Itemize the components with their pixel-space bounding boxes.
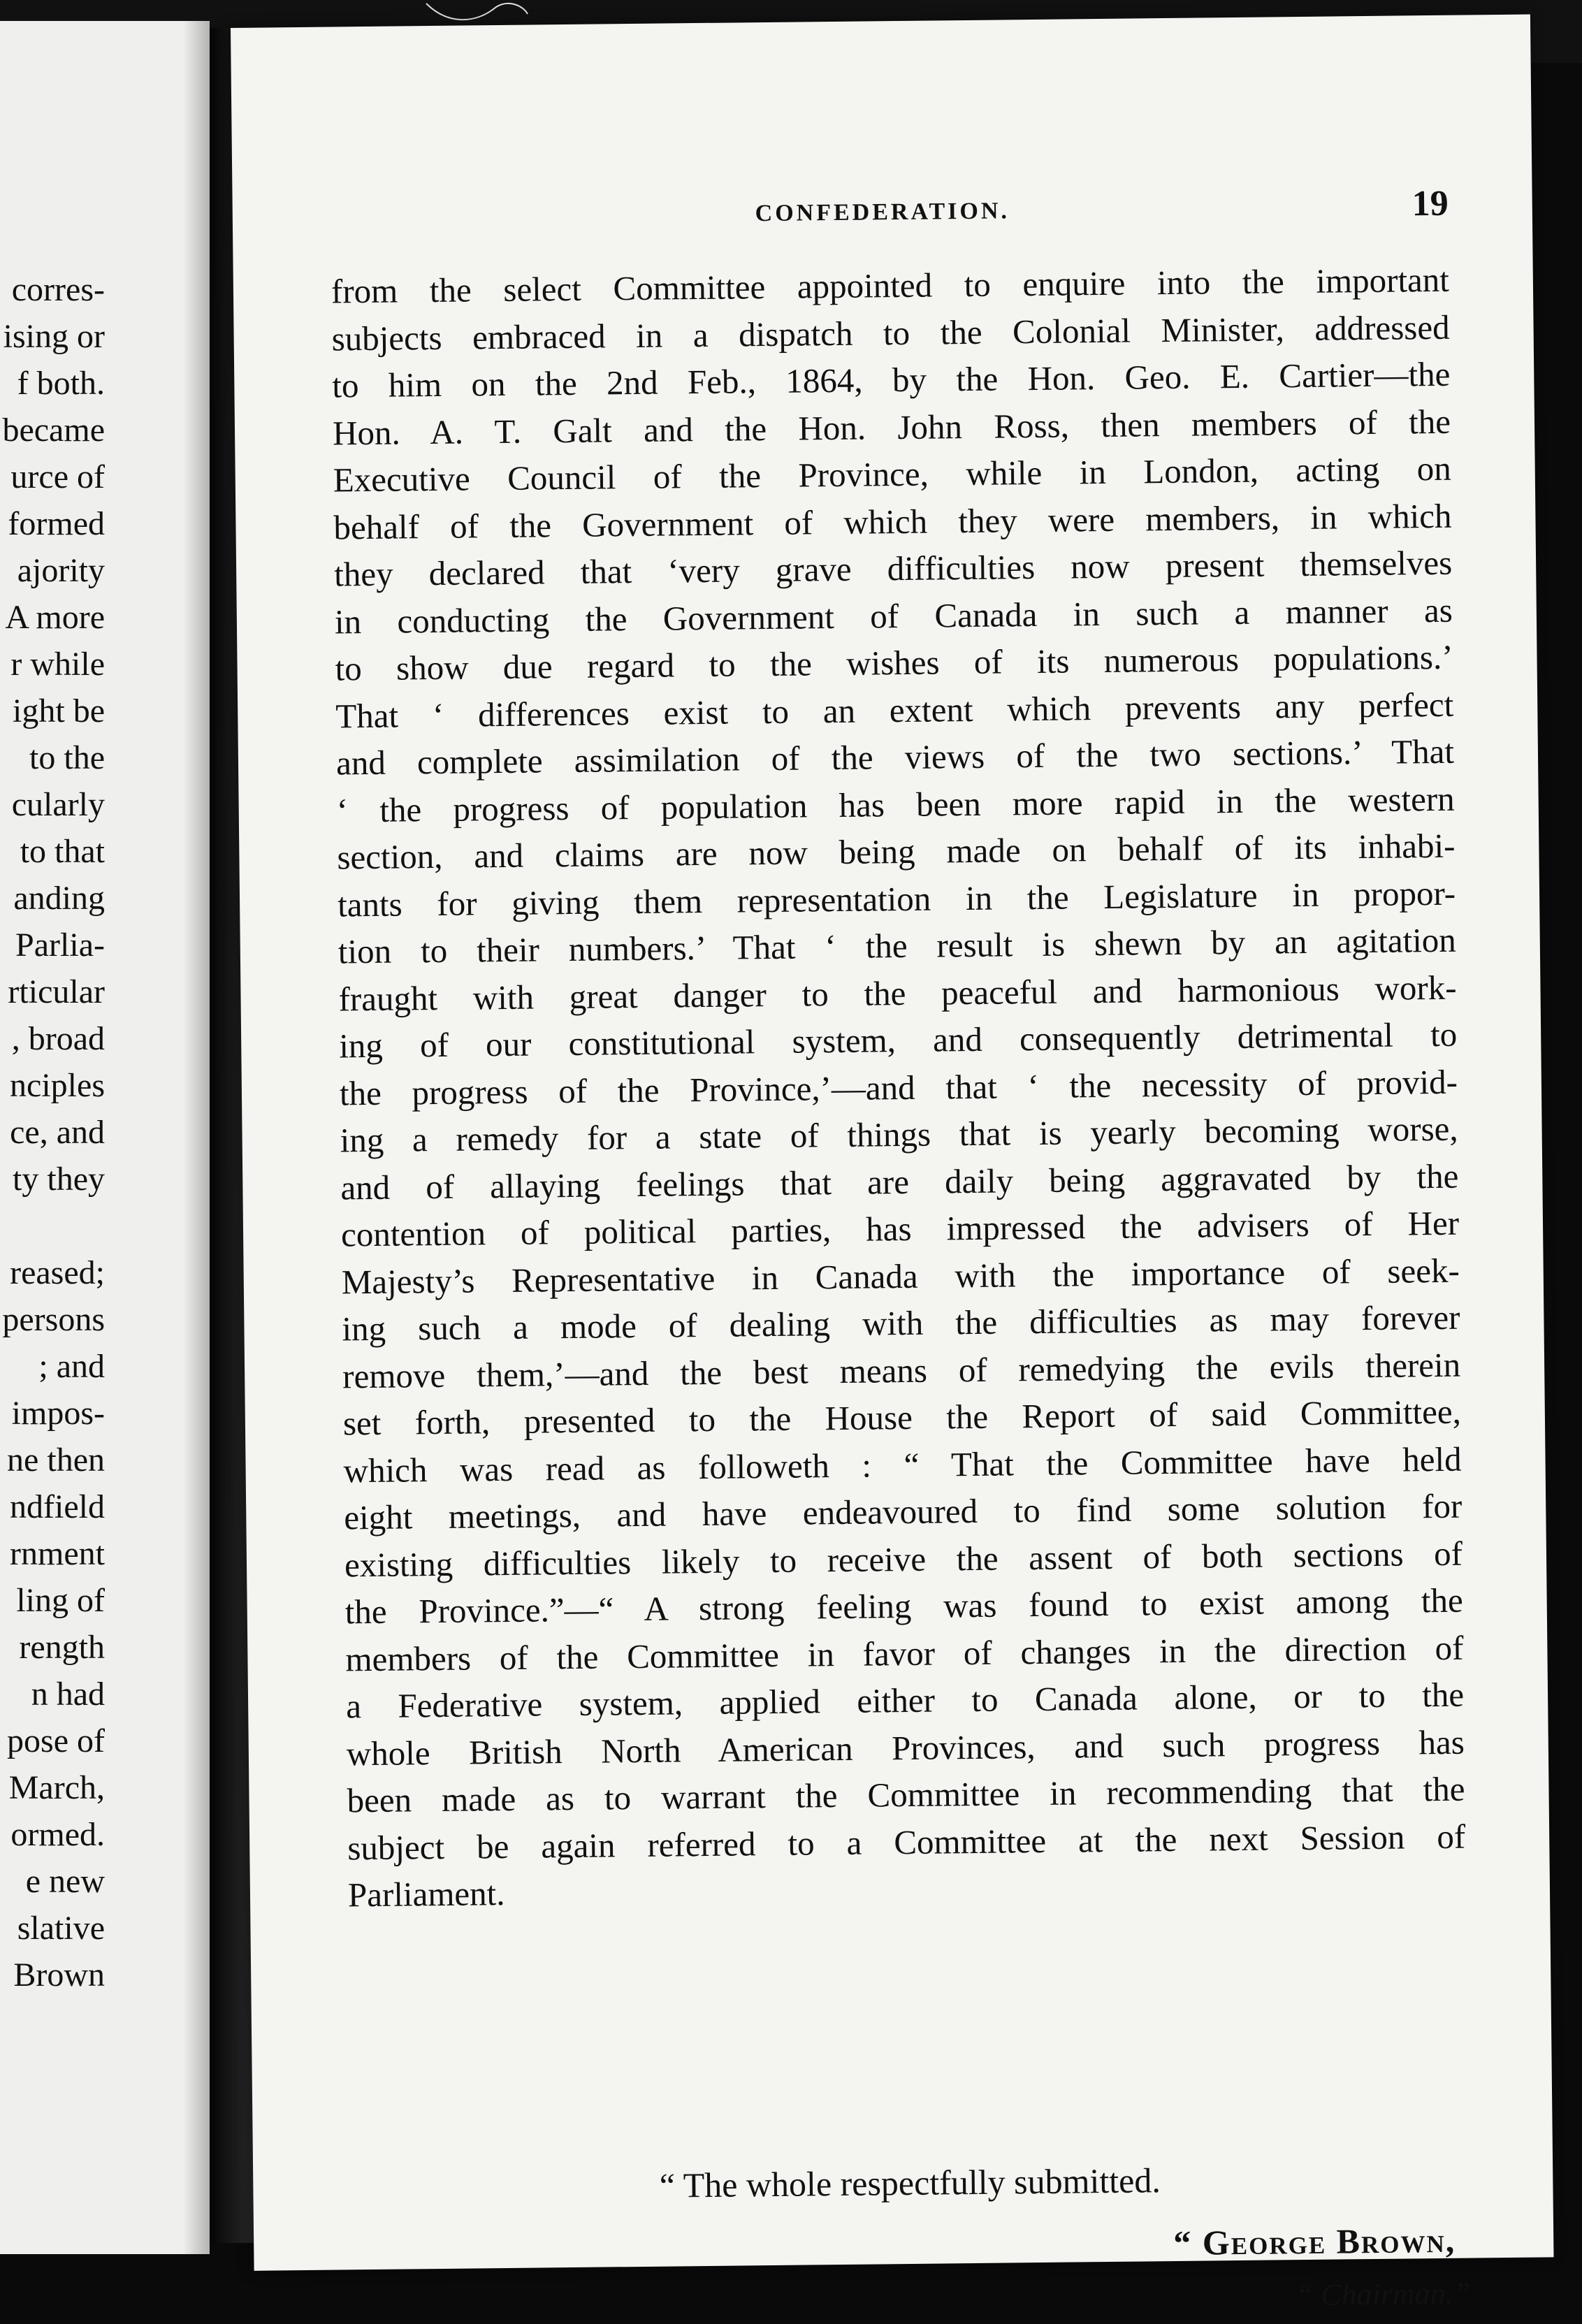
text-line: ing such a mode of dealing with the difficulties as may forever: [342, 1298, 1460, 1349]
left-page-line: formed: [8, 505, 105, 542]
left-page-line: rnment: [10, 1535, 105, 1572]
left-page-line: Parlia-: [15, 927, 105, 964]
signature-name: “ George Brown,: [1173, 2220, 1456, 2263]
left-page-line: slative: [17, 1910, 105, 1947]
left-page-line: anding: [13, 880, 105, 917]
left-page-line: March,: [8, 1769, 105, 1806]
pen-scribble-mark: [419, 0, 531, 28]
text-line: members of the Committee in favor of changes in the direction of: [345, 1628, 1464, 1678]
left-page-line: urce of: [10, 458, 105, 495]
left-page-line: persons: [2, 1301, 105, 1338]
text-line: contention of political parties, has impressed the advisers of Her: [340, 1203, 1460, 1254]
book-page: [231, 15, 1554, 2313]
left-page-line: r while: [10, 646, 105, 683]
text-line: in conducting the Government of Canada in such a manner as: [334, 590, 1453, 641]
left-page-line: ty they: [13, 1161, 105, 1198]
text-line: ing of our constitutional system, and consequently detrimental to: [338, 1015, 1458, 1066]
left-page-line: ling of: [16, 1582, 105, 1619]
text-line: set forth, presented to the House the Report of said Committee,: [342, 1392, 1462, 1443]
text-line: ‘ the progress of population has been more rapid in the western: [336, 779, 1455, 829]
text-line: to show due regard to the wishes of its numerous populations.’: [335, 637, 1453, 688]
text-line: eight meetings, and have endeavoured to find some solution for: [344, 1486, 1463, 1537]
signature-title: “ Chairman.”: [1296, 2276, 1471, 2313]
left-page-line: ising or: [3, 318, 105, 355]
left-page-line: pose of: [7, 1722, 105, 1759]
text-line: tants for giving them representation in the Legislature in propor-: [337, 873, 1456, 924]
text-line: from the select Committee appointed to enquire into the important: [331, 260, 1450, 311]
text-line: Parliament.: [347, 1874, 505, 1915]
left-page-line: f both.: [17, 365, 105, 402]
left-page-line: to that: [20, 833, 105, 870]
running-head: CONFEDERATION.: [755, 198, 1010, 227]
text-line: Hon. A. T. Galt and the Hon. John Ross, then members of the: [332, 402, 1451, 453]
left-page-line: ormed.: [10, 1816, 105, 1853]
text-line: Majesty’s Representative in Canada with the importance of seek-: [341, 1251, 1460, 1301]
text-line: whole British North American Provinces, and such progress has: [346, 1722, 1465, 1773]
text-line: That ‘ differences exist to an extent which prevents any perfect: [335, 685, 1454, 735]
text-line: Executive Council of the Province, while in London, acting on: [333, 449, 1451, 500]
left-page-line: , broad: [11, 1020, 105, 1057]
left-page-line: ; and: [38, 1348, 105, 1385]
left-page-line: reased;: [10, 1254, 105, 1291]
left-page-line: ight be: [13, 692, 105, 729]
text-line: behalf of the Government of which they were members, in which: [333, 496, 1452, 546]
text-line: they declared that ‘very grave difficulties now present themselves: [333, 543, 1453, 594]
text-line: a Federative system, applied either to Canada alone, or to the: [345, 1675, 1465, 1726]
closing-line: “ The whole respectfully submitted.: [659, 2160, 1161, 2205]
left-page-line: ndfield: [10, 1488, 105, 1525]
left-page-line: cularly: [11, 786, 105, 823]
body-text: [331, 256, 1471, 2313]
left-page-line: rength: [19, 1629, 105, 1666]
text-line: existing difficulties likely to receive the assent of both sections of: [344, 1534, 1463, 1584]
left-page-line: nciples: [10, 1067, 105, 1104]
left-page-line: ce, and: [10, 1114, 105, 1151]
text-line: subjects embraced in a dispatch to the Colonial Minister, addressed: [331, 307, 1450, 358]
left-page-line: n had: [31, 1676, 105, 1713]
text-line: to him on the 2nd Feb., 1864, by the Hon. Geo. E. Cartier—the: [332, 354, 1451, 405]
left-page-line: rticular: [8, 973, 105, 1010]
left-page-line: e new: [25, 1863, 105, 1900]
text-line: ing a remedy for a state of things that is yearly becoming worse,: [340, 1109, 1458, 1160]
text-line: and of allaying feelings that are daily being aggravated by the: [340, 1156, 1459, 1207]
left-page-line: became: [2, 412, 105, 449]
text-line: tion to their numbers.’ That ‘ the result is shewn by an agitation: [338, 920, 1457, 971]
left-page-line: corres-: [11, 271, 105, 308]
text-line: subject be again referred to a Committee at the next Session of: [347, 1817, 1466, 1867]
left-page-line: A more: [5, 599, 105, 636]
text-line: section, and claims are now being made on behalf of its inhabi-: [337, 826, 1456, 877]
text-line: fraught with great danger to the peaceful and harmonious work-: [338, 968, 1457, 1018]
page-number: 19: [1412, 183, 1449, 224]
text-line: and complete assimilation of the views of the two sections.’ That: [335, 732, 1455, 783]
text-line: the progress of the Province,’—and that ‘ the necessity of provid-: [339, 1062, 1458, 1112]
text-line: remove them,’—and the best means of remedying the evils therein: [342, 1345, 1461, 1395]
left-page-line: impos-: [11, 1395, 105, 1432]
left-page-line: ajority: [17, 552, 105, 589]
text-line: the Province.”—“ A strong feeling was found to exist among the: [344, 1581, 1463, 1632]
left-page-line: ne then: [7, 1441, 105, 1479]
text-line: which was read as followeth : “ That the Committee have held: [343, 1439, 1462, 1490]
left-page-line: to the: [29, 739, 105, 776]
left-page-edge-shadow: [183, 21, 210, 2254]
left-page-line: Brown: [13, 1956, 105, 1993]
text-line: been made as to warrant the Committee in recommending that the: [347, 1769, 1465, 1820]
left-facing-page: [0, 21, 210, 2254]
